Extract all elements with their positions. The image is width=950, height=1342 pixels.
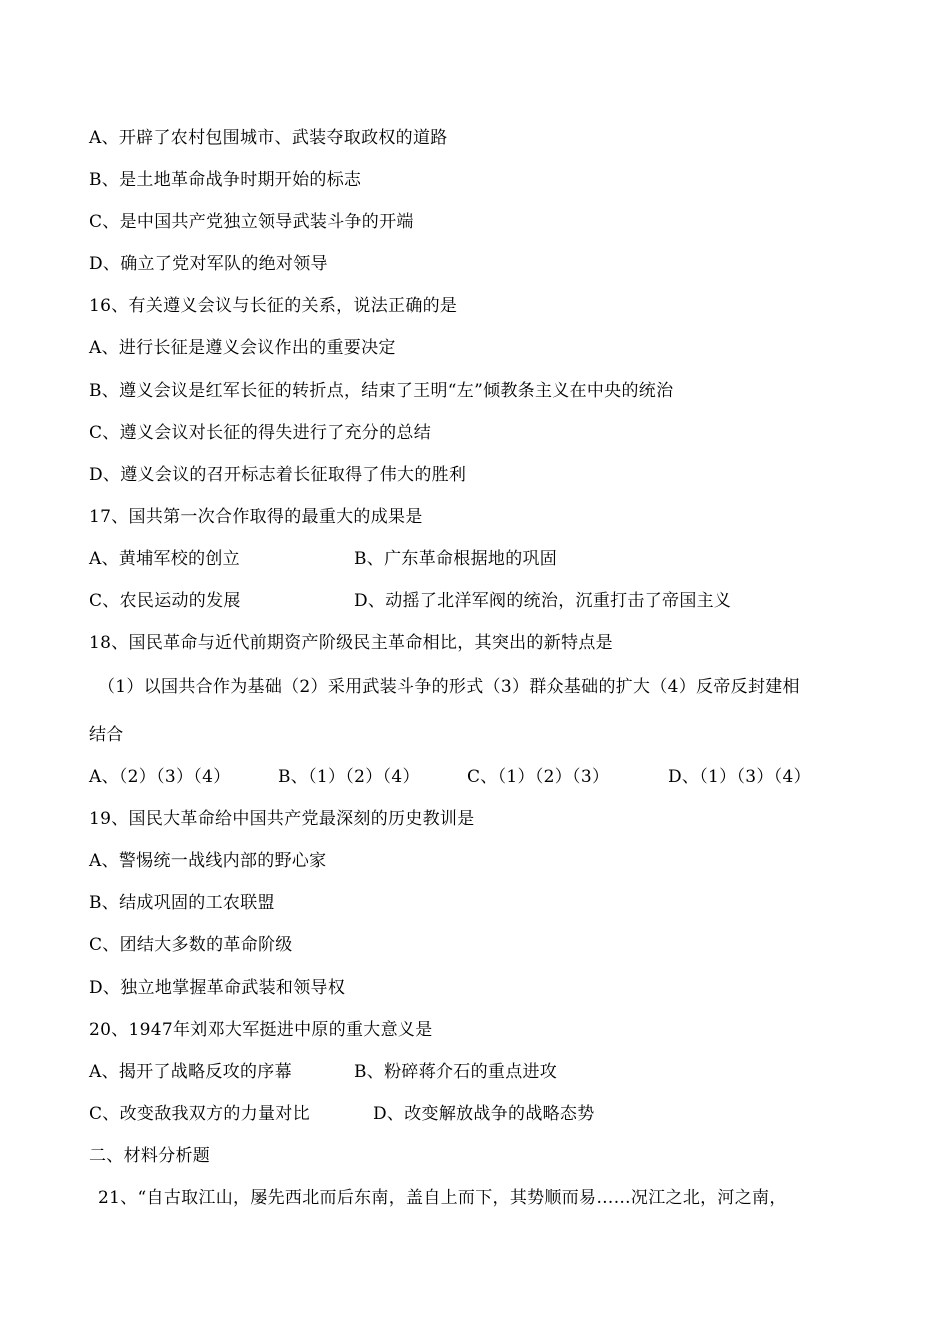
q20-stem: 20、1947年刘邓大军挺进中原的重大意义是 <box>89 1020 433 1040</box>
q20-option-b: B、粉碎蒋介石的重点进攻 <box>354 1062 558 1082</box>
q18-option-c: C、（1）（2）（3） <box>467 767 610 787</box>
q18-stem: 18、国民革命与近代前期资产阶级民主革命相比，其突出的新特点是 <box>89 633 613 653</box>
q20-option-d: D、改变解放战争的战略态势 <box>373 1104 595 1124</box>
q18-items-line1: （1）以国共合作为基础（2）采用武装斗争的形式（3）群众基础的扩大（4）反帝反封建相 <box>98 677 800 697</box>
section-title: 二、材料分析题 <box>89 1146 211 1166</box>
q19-option-c: C、团结大多数的革命阶级 <box>89 935 293 955</box>
q20-option-c: C、改变敌我双方的力量对比 <box>89 1104 310 1124</box>
q18-option-b: B、（1）（2）（4） <box>278 767 420 787</box>
q15-option-b: B、是土地革命战争时期开始的标志 <box>89 170 362 190</box>
q18-items-line2: 结合 <box>89 725 124 745</box>
q20-option-a: A、揭开了战略反攻的序幕 <box>89 1062 292 1082</box>
q21-line1: 21、“自古取江山，屡先西北而后东南，盖自上而下，其势顺而易……况江之北，河之南， <box>98 1188 787 1208</box>
q15-option-d: D、确立了党对军队的绝对领导 <box>89 254 328 274</box>
q17-option-c: C、农民运动的发展 <box>89 591 241 611</box>
q16-option-b: B、遵义会议是红军长征的转折点，结束了王明“左”倾教条主义在中央的统治 <box>89 381 674 401</box>
q16-stem: 16、有关遵义会议与长征的关系，说法正确的是 <box>89 296 458 316</box>
q15-option-a: A、开辟了农村包围城市、武装夺取政权的道路 <box>89 128 448 148</box>
q16-option-d: D、遵义会议的召开标志着长征取得了伟大的胜利 <box>89 465 467 485</box>
q16-option-a: A、进行长征是遵义会议作出的重要决定 <box>89 338 396 358</box>
q15-option-c: C、是中国共产党独立领导武装斗争的开端 <box>89 212 414 232</box>
q16-option-c: C、遵义会议对长征的得失进行了充分的总结 <box>89 423 432 443</box>
q19-option-d: D、独立地掌握革命武装和领导权 <box>89 978 346 998</box>
q19-option-b: B、结成巩固的工农联盟 <box>89 893 275 913</box>
q18-option-d: D、（1）（3）（4） <box>668 767 811 787</box>
q19-option-a: A、警惕统一战线内部的野心家 <box>89 851 327 871</box>
q17-option-d: D、动摇了北洋军阀的统治，沉重打击了帝国主义 <box>354 591 732 611</box>
q17-option-b: B、广东革命根据地的巩固 <box>354 549 558 569</box>
q18-option-a: A、（2）（3）（4） <box>89 767 231 787</box>
q17-stem: 17、国共第一次合作取得的最重大的成果是 <box>89 507 423 527</box>
q19-stem: 19、国民大革命给中国共产党最深刻的历史教训是 <box>89 809 475 829</box>
q17-option-a: A、黄埔军校的创立 <box>89 549 240 569</box>
